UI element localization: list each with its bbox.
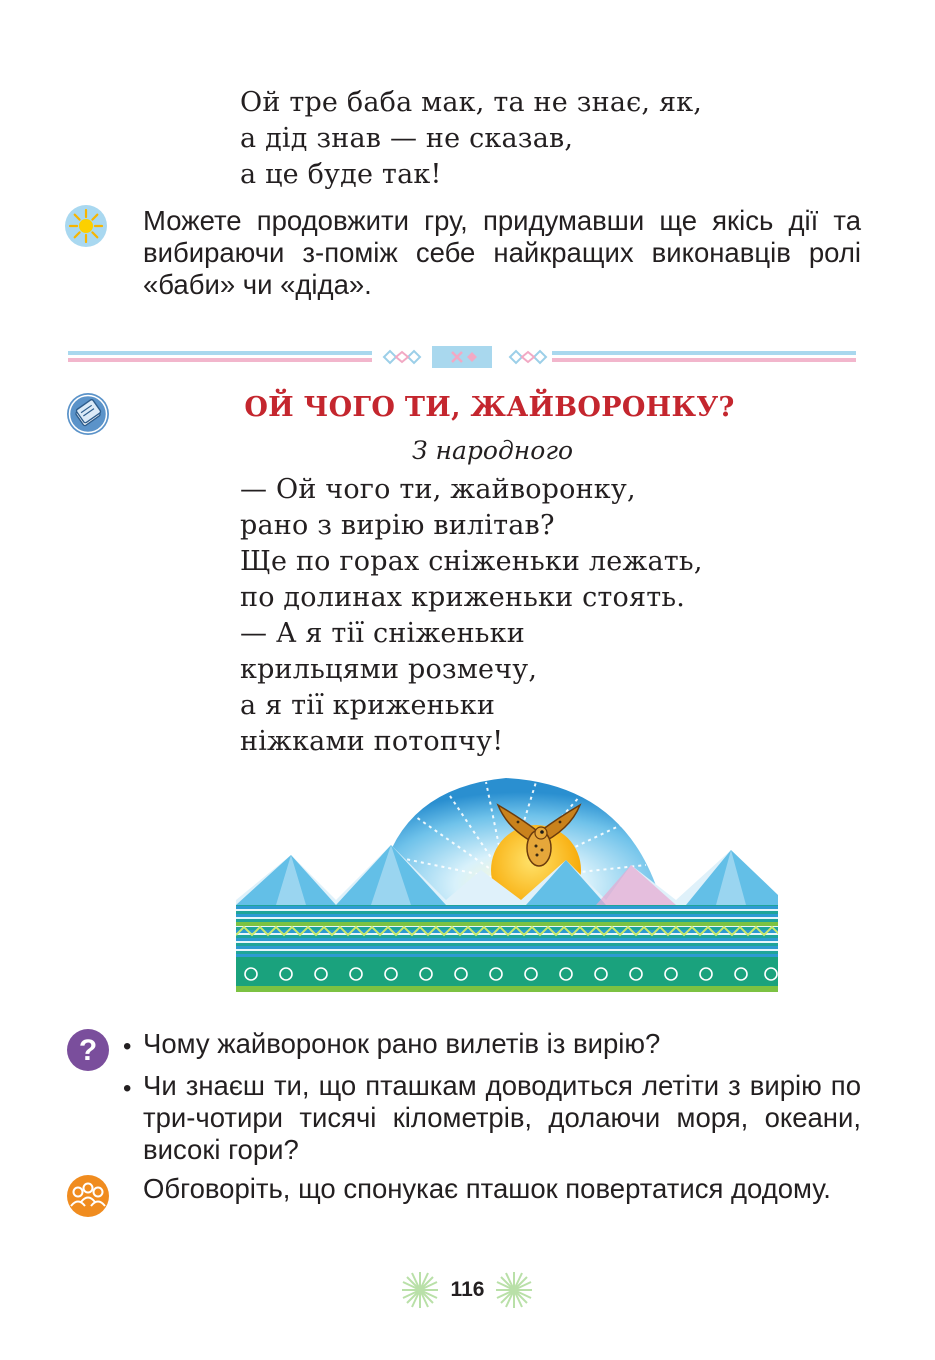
bullet: • [123,1075,132,1102]
poem-2 [240,472,703,760]
question-item: Чи знаєш ти, що пташкам доводиться летіти з вирію по три-чотири тисячі кілометрів, долаючи моря, океани, високі гори? [143,1070,861,1165]
ornamental-divider [68,344,856,370]
svg-text:?: ? [78,1034,98,1067]
section-title: ОЙ ЧОГО ТИ, ЖАЙВОРОНКУ? [244,392,735,423]
ornament-right [494,1270,534,1310]
question-item: Чому жайворонок рано вилетів із вирію? [143,1028,661,1059]
poem-line: по долинах криженьки стоять. [240,582,686,613]
sun-icon [64,204,108,248]
page-number: 116 [450,1278,485,1301]
task-instruction: Можете продовжити гру, придумавши ще якісь дії та вибираючи з-поміж себе найкращих виконавців ролі «баби» чи «діда». [143,205,861,300]
poem-line: а дід знав — не сказав, [240,123,574,154]
discussion-task: Обговоріть, що спонукає пташок повертатися додому. [143,1173,831,1204]
poem-line: Ой тре баба мак, та не знає, як, [240,87,703,118]
poem-line: рано з вирію вилітав? [240,510,555,541]
poem-1 [240,85,702,193]
poem-line: крильцями розмечу, [240,654,538,685]
poem-line: Ще по горах сніженьки лежать, [240,546,703,577]
section-subtitle: З народного [412,436,573,465]
poem-line: ніжками потопчу! [240,726,504,757]
poem-line: — Ой чого ти, жайворонку, [240,474,636,505]
poem-line: а це буде так! [240,159,442,190]
question-icon [66,1028,110,1072]
poem-line: — А я тії сніженьки [240,618,525,649]
lark-over-mountains-illustration [236,770,778,992]
poem-line: а я тії криженьки [240,690,496,721]
bullet: • [123,1033,132,1060]
group-discussion-icon [66,1174,110,1218]
